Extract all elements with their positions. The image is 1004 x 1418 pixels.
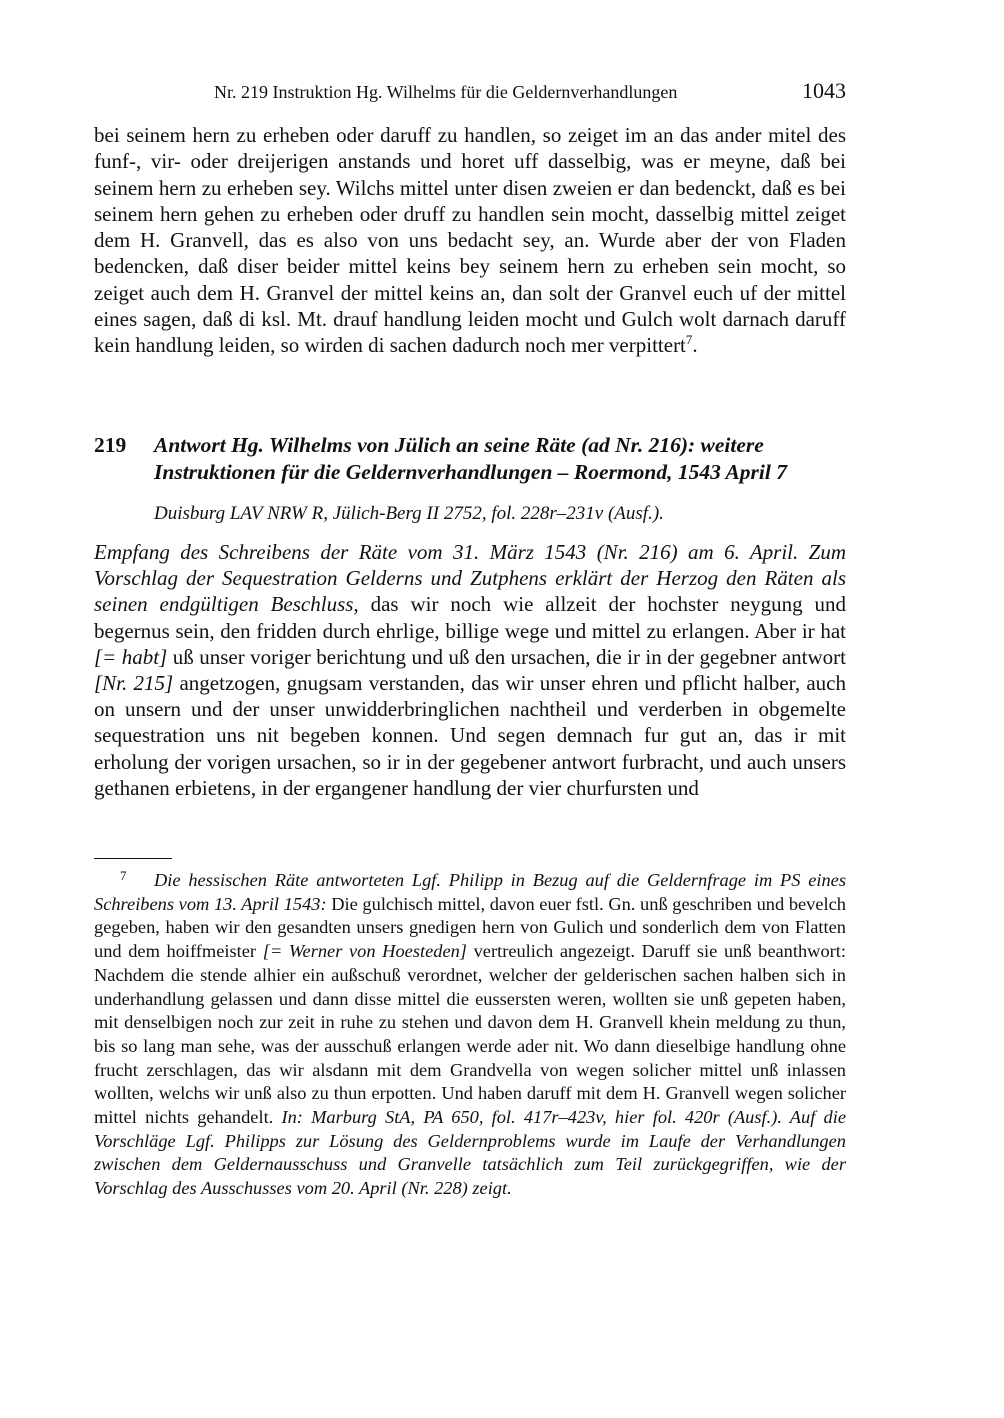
document-source: Duisburg LAV NRW R, Jülich-Berg II 2752, fol. 228r–231v (Ausf.). — [154, 503, 664, 524]
document-heading — [94, 432, 846, 486]
continuation-end: . — [692, 333, 698, 358]
page-number: 1043 — [802, 78, 846, 103]
footnote-text-1: Die gulchisch mittel, davon euer fstl. Gn. unß geschriben und bevelch gegeben, haben wir den gesandten unsers gnedigen hern von Gulich und sonderlich dem von Flatten und dem hoiffmeister — [94, 893, 846, 962]
footnote-text-2: vertreulich angezeigt. Daruff sie unß beanthwort: Nachdem die stende alhier ein außschuß verordnet, welcher der gelderischen sachen halben sich in underhandlung gelassen und dann disse mittel die eussersten weren, wollten sie unß gepeten haben, mit denselbigen noch zur zeit in ruhe zu stehen und davon dem H. Granvell khein meldung zu thun, bis so lang man sehe, was der ausschuß erlangen werde ader nit. Wo dann dieselbige handlung ohne frucht zerschlagen, das wir alsdann mit dem Grandvella von wegen solicher mittel unß inlassen wollten, welchs wir unß also zu thun erpotten. Und haben daruff mit dem H. Granvell wegen solicher mittel nichts gehandelt. — [94, 941, 846, 1128]
document-body — [94, 539, 846, 801]
document-number: 219 — [94, 433, 127, 457]
footnote-number: 7 — [120, 868, 127, 883]
document-text-1: das wir noch wie allzeit der hochster neygung und begernus sein, den fridden durch ehrlige, billige wege und mittel zu erlangen. Aber ir hat — [94, 592, 846, 643]
continuation-paragraph — [94, 122, 846, 359]
document-text-2: uß unser voriger berichtung und uß den ursachen, die ir in der gegebner antwort — [167, 644, 846, 669]
footnote-separator — [94, 858, 172, 859]
document-summary: Empfang des Schreibens der Räte vom 31. März 1543 (Nr. 216) am 6. April. Zum Vorschlag der Sequestration Gelderns und Zutphens erklärt der Herzog den Räten als seinen endgültigen Beschluss, — [94, 540, 846, 617]
editorial-note-1: [= habt] — [94, 644, 168, 669]
document-text-3: angetzogen, gnugsam verstanden, das wir unser ehren und pflicht halber, auch on unsern und der unser unwidderbringlichen nachtheil und verderben in obgemelte sequestration uns nit begeben konnen. Und segen demnach fur gut an, das ir mit erholung der vorigen ursachen, so ir in der gegebener antwort furbracht, und auch unsers gethanen erbietens, in der ergangener handlung der vier churfursten und — [94, 671, 846, 800]
running-title: Nr. 219 Instruktion Hg. Wilhelms für die Geldernverhandlungen — [214, 82, 678, 102]
continuation-text: bei seinem hern zu erheben oder daruff zu handlen, so zeiget im an das ander mitel des funf-, vir- oder dreijerigen anstands und horet uff dasselbig, was er meyne, daß bei seinem hern zu erheben sey. Wilchs mittel unter disen zweien er dan bedenckt, daß es bei seinem hern gehen zu erheben oder druff zu handlen sein mocht, dasselbig mittel zeiget dem H. Granvell, das es also von uns bedacht sey, an. Wurde aber der von Fladen bedencken, daß diser beider mittel keins bey seinem hern zu erheben sein mocht, so zeiget auch dem H. Granvel der mittel keins an, dan solt der Granvel euch uf der mittel eines sagen, daß di ksl. Mt. drauf handlung leiden mocht und Gulch wolt darnach daruff kein handlung leiden, so wirden di sachen dadurch noch mer verpittert — [94, 123, 846, 358]
page-header — [94, 78, 846, 108]
editorial-note-2: [Nr. 215] — [94, 671, 174, 696]
footnote-italic-1: Die hessischen Räte antworteten Lgf. Philipp in Bezug auf die Geldernfrage im PS eines Schreibens vom 13. April 1543: — [94, 870, 846, 914]
footnote-italic-3: In: Marburg StA, PA 650, fol. 417r–423v, hier fol. 420r (Ausf.). Auf die Vorschläge Lgf. Philipps zur Lösung des Geldernproblems wurde im Laufe der Verhandlungen zwischen dem Geldernausschuss und Granvelle tatsächlich zum Teil zurückgegriffen, wie der Vorschlag des Ausschusses vom 20. April (Nr. 228) zeigt. — [94, 1107, 846, 1199]
footnote-reference[interactable]: 7 — [685, 332, 693, 348]
footnote-italic-2: [= Werner von Hoesteden] — [262, 941, 467, 962]
footnote-7 — [94, 864, 846, 1201]
document-title: Antwort Hg. Wilhelms von Jülich an seine Räte (ad Nr. 216): weitere Instruktionen für die Geldernverhandlungen – Roermond, 1543 April 7 — [154, 433, 787, 484]
